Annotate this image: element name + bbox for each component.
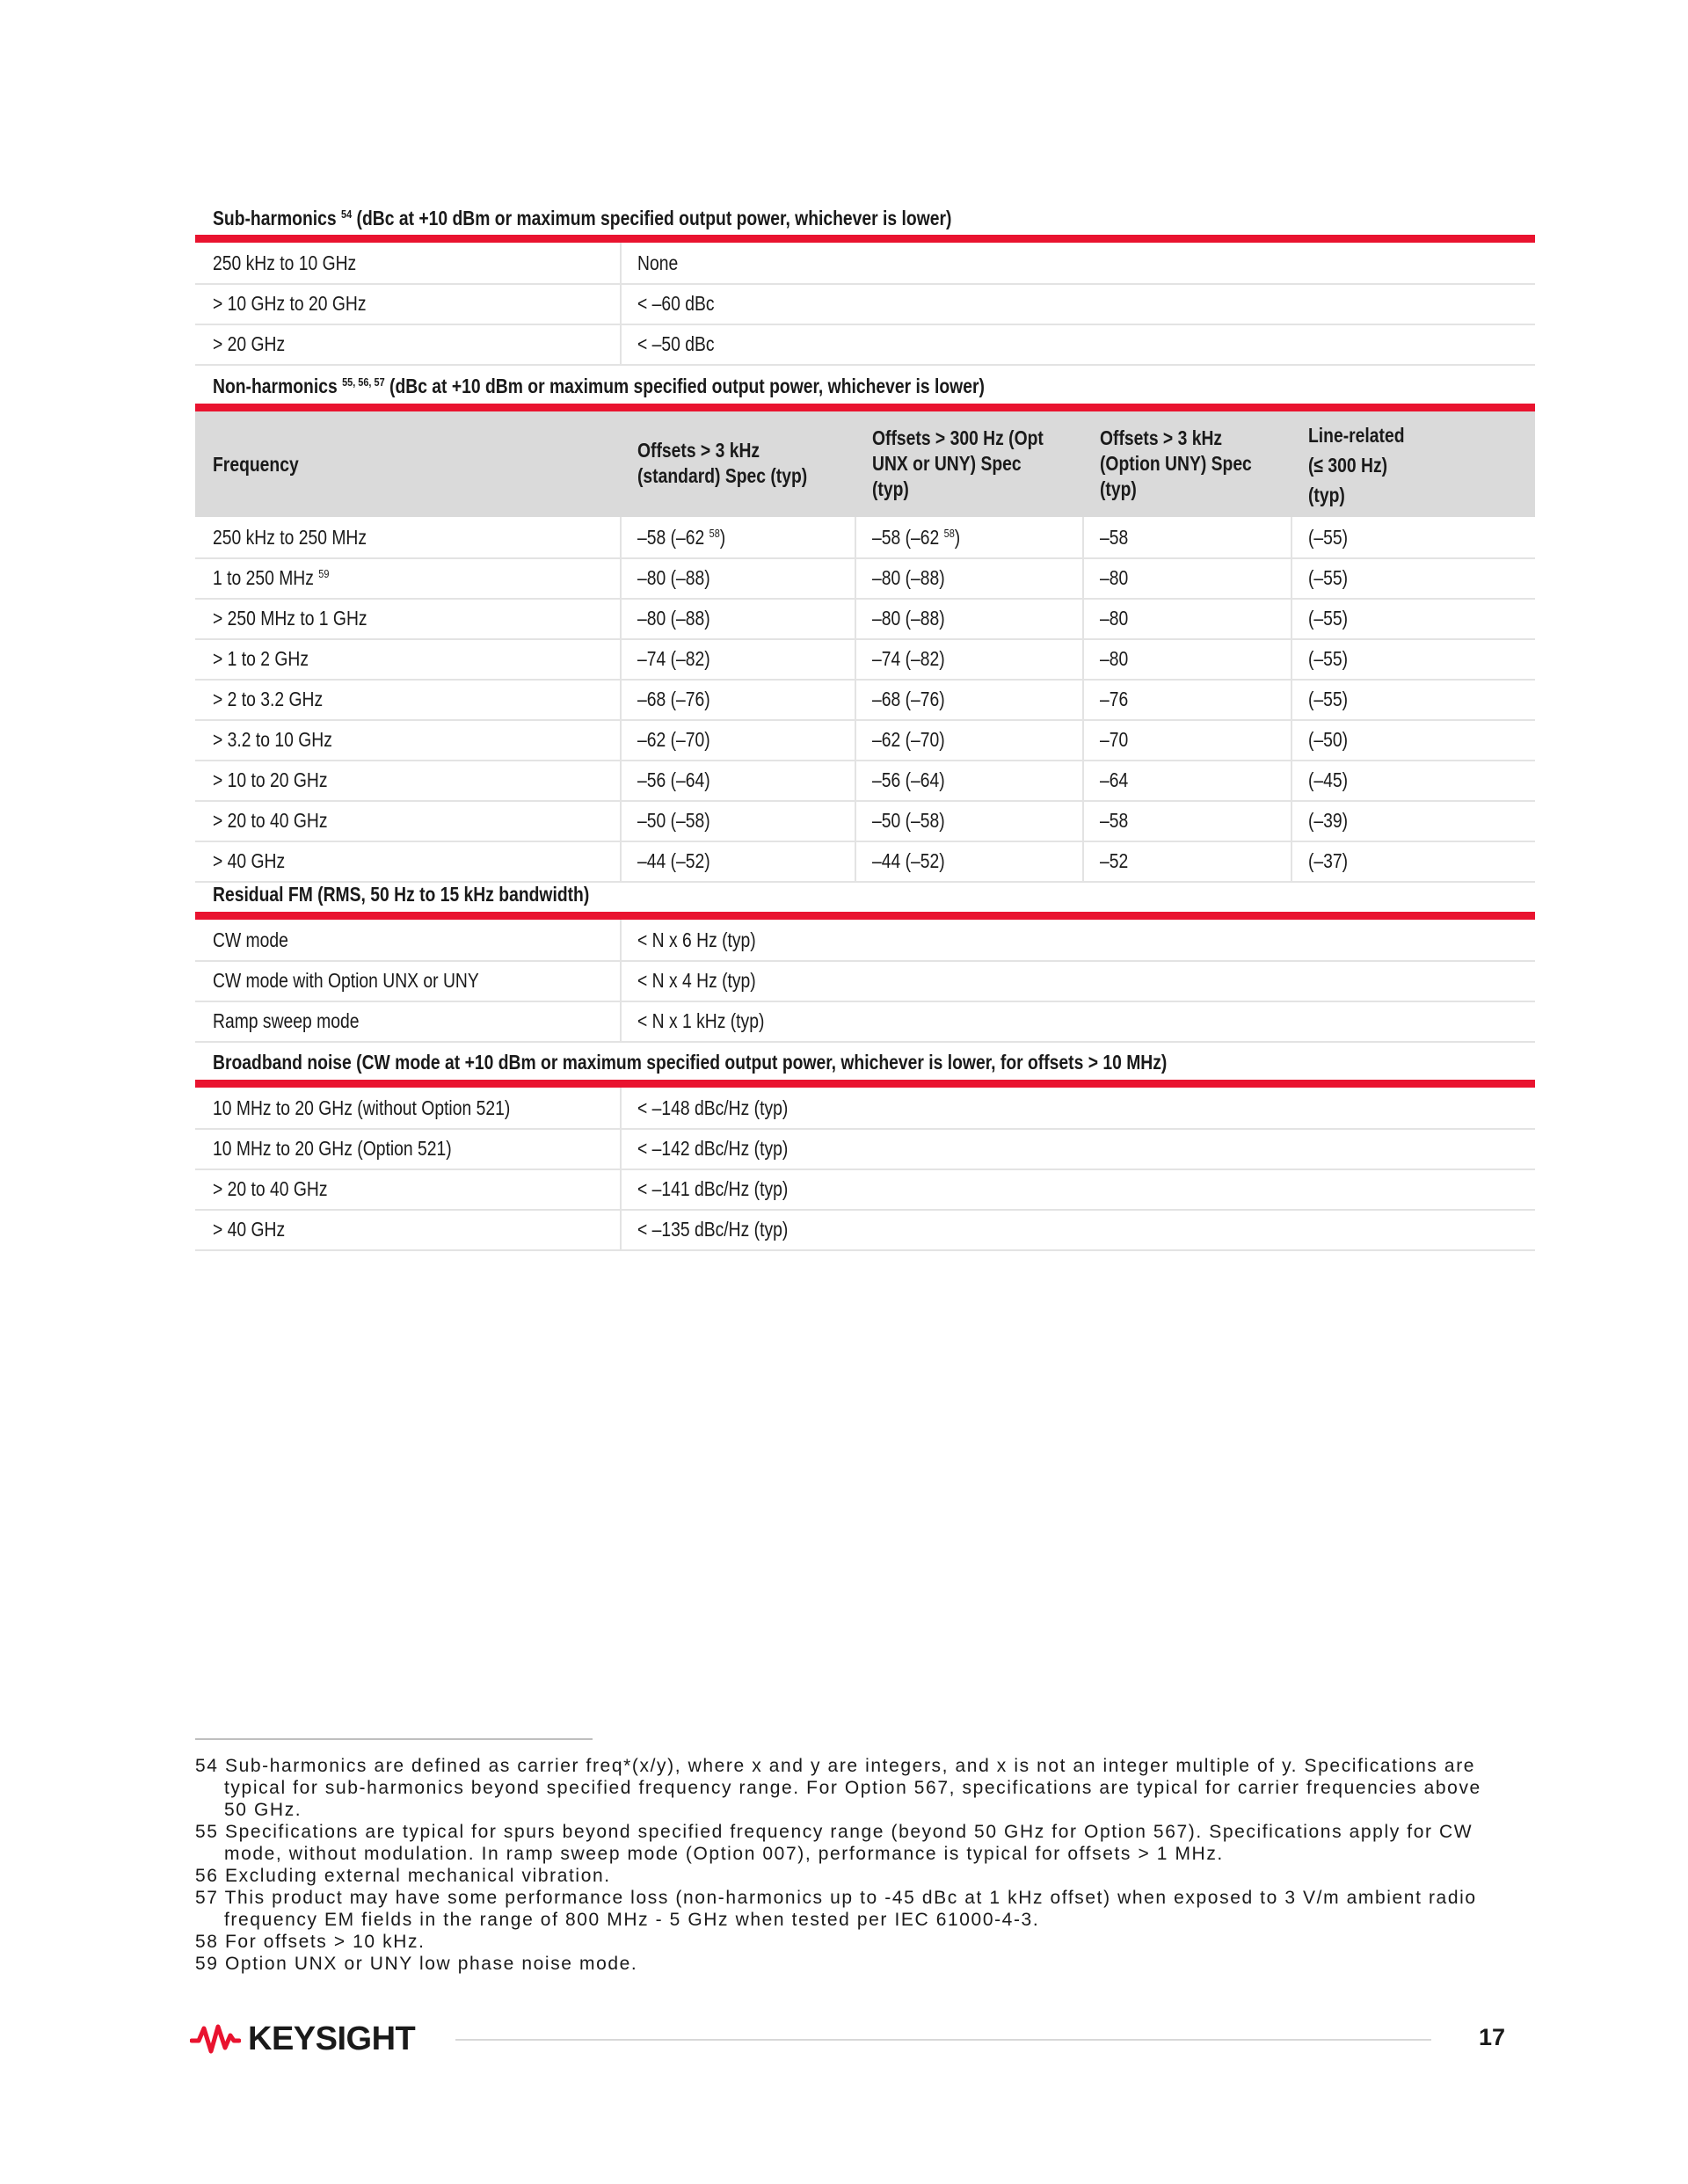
row-spec-standard: –58 (–62 $^{58}$) <box>637 526 726 549</box>
row-line-related: (–55) <box>1308 647 1349 670</box>
row-frequency: > 10 to 20 GHz <box>213 768 328 791</box>
row-frequency: 1 to 250 MHz $^{59}$ <box>213 566 330 589</box>
table-row <box>195 1088 1535 1130</box>
table-row <box>195 920 1535 962</box>
row-frequency: > 20 to 40 GHz <box>213 809 328 832</box>
row-spec-unx-uny: –50 (–58) <box>872 809 945 832</box>
table-row <box>195 719 1535 761</box>
footnote: 55 Specifications are typical for spurs beyond specified frequency range (beyond 50 GHz for Option 567). Specifications apply for CW mode, without modulation. In ramp sweep mode (Option 007), performance is typical for offsets > 1 MHz. <box>195 1822 1473 1864</box>
table-row <box>195 1128 1535 1170</box>
residual-fm-divider <box>195 912 1535 920</box>
footer-rule <box>455 2039 1431 2041</box>
row-frequency: > 40 GHz <box>213 849 286 872</box>
non-harmonics-title: Non-harmonics $^{55, 56, 57}$ (dBc at +10 dBm or maximum specified output power, whichever is lower) <box>213 375 985 397</box>
row-spec-uny: –64 <box>1100 768 1129 791</box>
row-value: < N x 1 kHz (typ) <box>637 1009 765 1032</box>
row-spec-uny: –58 <box>1100 809 1129 832</box>
footnote-rule <box>195 1738 593 1740</box>
keysight-logo <box>190 2017 415 2061</box>
header-offsets-3khz-uny: Offsets > 3 kHz (Option UNY) Spec (typ) <box>1100 426 1252 500</box>
row-value: < –142 dBc/Hz (typ) <box>637 1137 789 1160</box>
row-spec-uny: –52 <box>1100 849 1129 872</box>
table-row <box>195 324 1535 366</box>
table-header <box>195 411 1535 517</box>
row-line-related: (–55) <box>1308 607 1349 630</box>
footnote: 58 For offsets > 10 kHz. <box>195 1932 426 1952</box>
row-spec-unx-uny: –44 (–52) <box>872 849 945 872</box>
row-label: 250 kHz to 10 GHz <box>213 251 357 274</box>
row-value: < –135 dBc/Hz (typ) <box>637 1218 789 1241</box>
table-row <box>195 1209 1535 1251</box>
row-frequency: > 3.2 to 10 GHz <box>213 728 332 751</box>
row-label: CW mode <box>213 928 288 951</box>
table-row <box>195 598 1535 640</box>
footnotes <box>195 1755 1488 1975</box>
row-label: 10 MHz to 20 GHz (Option 521) <box>213 1137 452 1160</box>
footnote: 56 Excluding external mechanical vibration. <box>195 1866 611 1886</box>
row-spec-standard: –44 (–52) <box>637 849 710 872</box>
row-spec-unx-uny: –80 (–88) <box>872 607 945 630</box>
row-line-related: (–45) <box>1308 768 1349 791</box>
keysight-wave-icon <box>190 2021 241 2057</box>
row-spec-uny: –76 <box>1100 688 1129 710</box>
row-spec-standard: –50 (–58) <box>637 809 710 832</box>
table-row <box>195 283 1535 325</box>
table-row <box>195 760 1535 802</box>
row-spec-standard: –80 (–88) <box>637 566 710 589</box>
sub-harmonics-divider <box>195 235 1535 243</box>
row-label: > 20 to 40 GHz <box>213 1177 328 1200</box>
row-line-related: (–39) <box>1308 809 1349 832</box>
row-label: CW mode with Option UNX or UNY <box>213 969 479 992</box>
row-value: < –141 dBc/Hz (typ) <box>637 1177 789 1200</box>
row-spec-uny: –80 <box>1100 607 1129 630</box>
table-row <box>195 960 1535 1002</box>
row-frequency: > 1 to 2 GHz <box>213 647 309 670</box>
row-line-related: (–50) <box>1308 728 1349 751</box>
row-spec-unx-uny: –68 (–76) <box>872 688 945 710</box>
page-number: 17 <box>1479 2024 1506 2050</box>
row-value: < N x 4 Hz (typ) <box>637 969 756 992</box>
table-row <box>195 679 1535 721</box>
table-row <box>195 800 1535 842</box>
table-row <box>195 243 1535 285</box>
row-spec-unx-uny: –56 (–64) <box>872 768 945 791</box>
header-frequency: Frequency <box>213 453 299 476</box>
row-label: > 20 GHz <box>213 332 286 355</box>
brand-name: KEYSIGHT <box>248 2020 416 2057</box>
residual-fm-title: Residual FM (RMS, 50 Hz to 15 kHz bandwidth) <box>213 883 590 906</box>
row-spec-standard: –80 (–88) <box>637 607 710 630</box>
row-label: > 40 GHz <box>213 1218 286 1241</box>
row-label: 10 MHz to 20 GHz (without Option 521) <box>213 1096 511 1119</box>
row-spec-unx-uny: –62 (–70) <box>872 728 945 751</box>
footnote: 57 This product may have some performance loss (non-harmonics up to -45 dBc at 1 kHz offset) when exposed to 3 V/m ambient radio frequency EM fields in the range of 800 MHz - 5 GHz when tested per IEC 61000-4-3. <box>195 1888 1477 1930</box>
footnote: 54 Sub-harmonics are defined as carrier freq*(x/y), where x and y are integers, and x is not an integer multiple of y. Specifications are typical for sub-harmonics beyond specified frequency range. For Option 567, specifications are typical for carrier frequencies above 50 GHz. <box>195 1756 1481 1820</box>
row-spec-standard: –74 (–82) <box>637 647 710 670</box>
row-value: None <box>637 251 679 274</box>
row-value: < –50 dBc <box>637 332 715 355</box>
row-line-related: (–55) <box>1308 688 1349 710</box>
row-spec-unx-uny: –74 (–82) <box>872 647 945 670</box>
row-spec-unx-uny: –80 (–88) <box>872 566 945 589</box>
row-value: < –60 dBc <box>637 292 715 315</box>
table-row <box>195 638 1535 681</box>
row-line-related: (–37) <box>1308 849 1349 872</box>
row-spec-uny: –70 <box>1100 728 1129 751</box>
row-spec-standard: –56 (–64) <box>637 768 710 791</box>
row-value: < N x 6 Hz (typ) <box>637 928 756 951</box>
row-spec-standard: –62 (–70) <box>637 728 710 751</box>
table-row <box>195 517 1535 559</box>
table-row <box>195 1168 1535 1211</box>
footnote: 59 Option UNX or UNY low phase noise mode. <box>195 1954 638 1974</box>
broadband-noise-divider <box>195 1080 1535 1088</box>
row-spec-standard: –68 (–76) <box>637 688 710 710</box>
row-label: > 10 GHz to 20 GHz <box>213 292 367 315</box>
row-line-related: (–55) <box>1308 566 1349 589</box>
row-line-related: (–55) <box>1308 526 1349 549</box>
header-offsets-3khz-standard: Offsets > 3 kHz (standard) Spec (typ) <box>637 439 808 487</box>
table-row <box>195 557 1535 600</box>
row-spec-uny: –58 <box>1100 526 1129 549</box>
broadband-noise-title: Broadband noise (CW mode at +10 dBm or maximum specified output power, whichever is lower, for offsets > 10 MHz) <box>213 1051 1168 1074</box>
row-value: < –148 dBc/Hz (typ) <box>637 1096 789 1119</box>
sub-harmonics-title: Sub-harmonics $^{54}$ (dBc at +10 dBm or maximum specified output power, whichever is lower) <box>213 207 952 229</box>
row-frequency: 250 kHz to 250 MHz <box>213 526 367 549</box>
table-row <box>195 1001 1535 1043</box>
row-spec-unx-uny: –58 (–62 $^{58}$) <box>872 526 961 549</box>
row-label: Ramp sweep mode <box>213 1009 360 1032</box>
row-frequency: > 250 MHz to 1 GHz <box>213 607 367 630</box>
row-frequency: > 2 to 3.2 GHz <box>213 688 324 710</box>
row-spec-uny: –80 <box>1100 566 1129 589</box>
non-harmonics-divider <box>195 404 1535 411</box>
header-offsets-300hz: Offsets > 300 Hz (Opt UNX or UNY) Spec (typ) <box>872 426 1044 500</box>
header-line-related: Line-related (≤ 300 Hz) (typ) <box>1308 424 1405 506</box>
row-spec-uny: –80 <box>1100 647 1129 670</box>
table-row <box>195 841 1535 883</box>
